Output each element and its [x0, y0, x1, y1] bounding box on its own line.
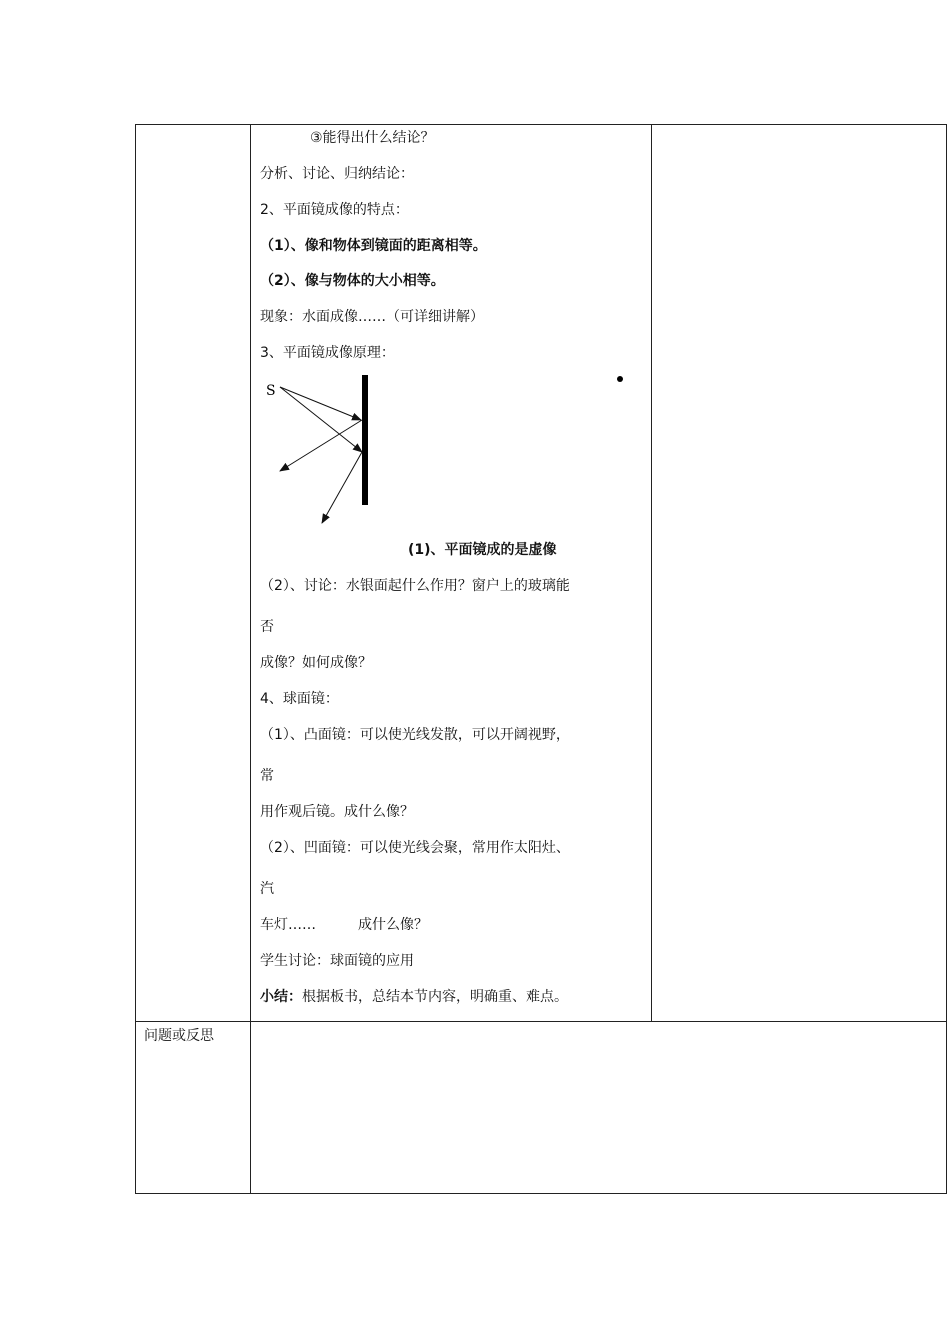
- text-line-discussion-cont: 成像？如何成像？: [260, 655, 372, 671]
- table-row-divider: [135, 1021, 947, 1022]
- text-line-feature-2: （2）、像与物体的大小相等。: [260, 273, 445, 289]
- text-line-phenomenon: 现象：水面成像……（可详细讲解）: [260, 309, 484, 325]
- table-col-divider-1: [250, 124, 251, 1194]
- summary-text: 根据板书，总结本节内容，明确重、难点。: [302, 989, 568, 1005]
- text-line-student-discussion: 学生讨论：球面镜的应用: [260, 953, 414, 969]
- text-line-summary: [260, 988, 568, 1006]
- plane-mirror: [362, 375, 368, 505]
- text-line-heading-principle: 3、平面镜成像原理：: [260, 345, 395, 361]
- reflected-ray-2: [322, 452, 362, 523]
- incident-ray-2: [280, 387, 362, 452]
- mirror-reflection-diagram: [258, 368, 648, 538]
- text-line-conclusion-question: ③能得出什么结论？: [310, 130, 435, 146]
- table-top-border: [135, 124, 947, 125]
- point-s-label: S: [266, 383, 276, 399]
- summary-label: 小结：: [260, 989, 302, 1005]
- text-line-concave: （2）、凹面镜：可以使光线会聚，常用作太阳灶、: [260, 840, 570, 856]
- reflected-ray-1: [280, 420, 362, 471]
- text-line-analysis: 分析、讨论、归纳结论：: [260, 166, 414, 182]
- table-right-border: [946, 124, 947, 1194]
- incident-ray-1: [280, 387, 361, 420]
- text-line-convex: （1）、凸面镜：可以使光线发散，可以开阔视野，: [260, 727, 570, 743]
- table-left-border: [135, 124, 136, 1194]
- table-col-divider-2: [651, 124, 652, 1022]
- text-line-convex-wrap: 常: [260, 768, 274, 784]
- text-line-concave-wrap: 汽: [260, 881, 274, 897]
- reflection-row-label: 问题或反思: [144, 1028, 214, 1044]
- text-line-convex-cont: 用作观后镜。成什么像？: [260, 804, 414, 820]
- image-point-dot: [617, 376, 623, 382]
- text-line-discussion: （2）、讨论：水银面起什么作用？窗户上的玻璃能: [260, 578, 570, 594]
- table-bottom-border: [135, 1193, 947, 1194]
- text-line-feature-1: （1）、像和物体到镜面的距离相等。: [260, 238, 487, 254]
- text-line-virtual-image: (1)、平面镜成的是虚像: [408, 542, 557, 558]
- text-line-discussion-wrap: 否: [260, 619, 274, 635]
- text-line-heading-spherical: 4、球面镜：: [260, 691, 339, 707]
- text-line-concave-cont: 车灯…… 成什么像？: [260, 917, 428, 933]
- text-line-heading-features: 2、平面镜成像的特点：: [260, 202, 409, 218]
